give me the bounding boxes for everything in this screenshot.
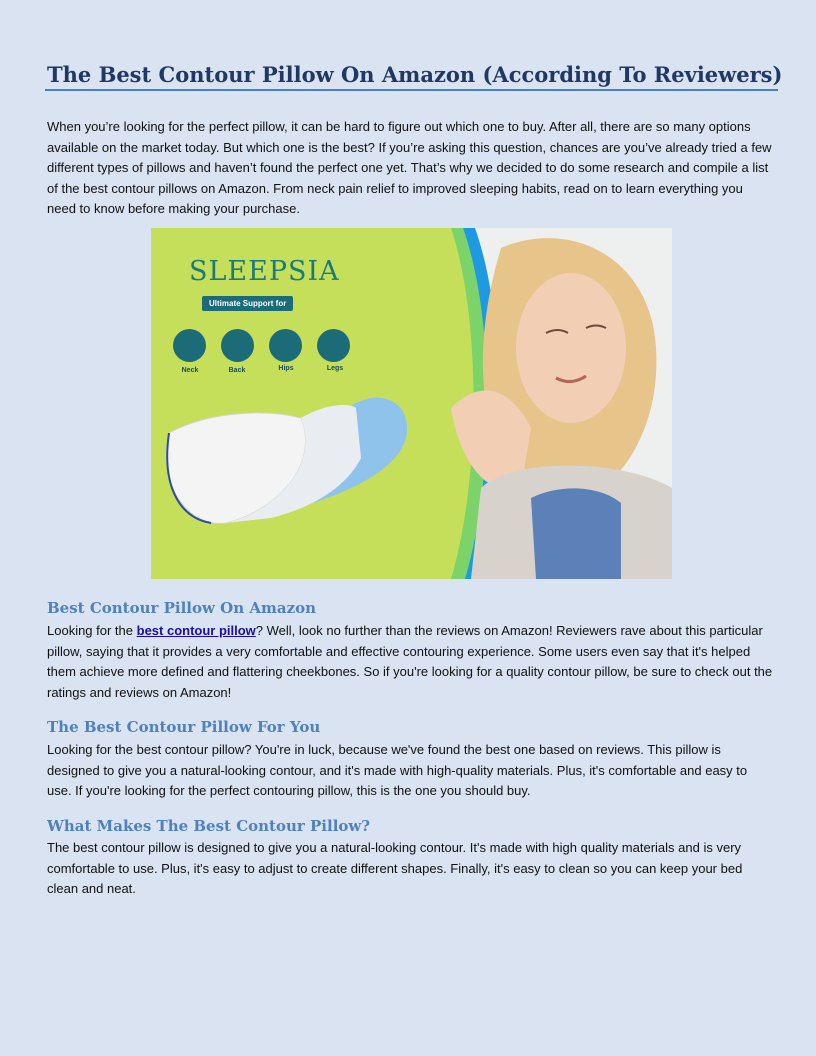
support-label-neck: Neck [181,367,199,374]
section-paragraph-what-makes: The best contour pillow is designed to give you a natural-looking contour. It's made with high quality materials and is very comfortable to use. Plus, it's easy to adjust to create different shapes. Finally, it's easy to clean so you can keep your bed clean and neat. [47,840,743,896]
neck-support-icon [173,329,206,362]
legs-support-icon [317,329,350,362]
support-label-hips: Hips [278,365,294,372]
section-paragraph-best-on-amazon [47,621,775,703]
tagline-badge: Ultimate Support for [202,296,293,311]
woman-face [516,273,626,423]
hips-support-icon [269,329,302,362]
section-heading-for-you: The Best Contour Pillow For You [47,718,321,736]
support-label-legs: Legs [326,365,344,372]
product-illustration [151,228,672,579]
intro-paragraph: When you’re looking for the perfect pillow, it can be hard to figure out which one to buy. After all, there are so many options available on the market today. But which one is the best? If you’re asking this question, chances are you’ve already tried a few different types of pillows and haven’t found the perfect one yet. That’s why we decided to do some research and compile a list of the best contour pillows on Amazon. From neck pain relief to improved sleeping habits, read on to learn everything you need to know before making your purchase. [47,119,772,216]
section-heading-what-makes: What Makes The Best Contour Pillow? [47,817,371,835]
brand-logo: SLEEPSIA [189,256,340,287]
title-underline [45,89,778,91]
best-contour-pillow-link[interactable]: best contour pillow [136,623,256,638]
blue-top [531,488,621,579]
section-heading-best-on-amazon: Best Contour Pillow On Amazon [47,599,316,617]
paragraph-text-start: Looking for the [47,623,137,638]
paragraph-text-end: ? Well, look no further than the reviews on Amazon! Reviewers rave about this particular pillow, saying that it provides a very comfortable and effective contouring experience. Some users even say that it's helped them achieve more defined and flattering cheekbones. So if you're looking for a quality contour pillow, be sure to check out the ratings and reviews on Amazon! [47,623,773,700]
back-support-icon [221,329,254,362]
support-label-back: Back [228,367,246,374]
section-paragraph-for-you: Looking for the best contour pillow? You're in luck, because we've found the best one based on reviews. This pillow is designed to give you a natural-looking contour, and it's made with high-quality materials. Plus, it's comfortable and easy to use. If you're looking for the perfect contouring pillow, this is the one you should buy. [47,742,748,798]
article-title: The Best Contour Pillow On Amazon (According To Reviewers) [47,62,783,87]
